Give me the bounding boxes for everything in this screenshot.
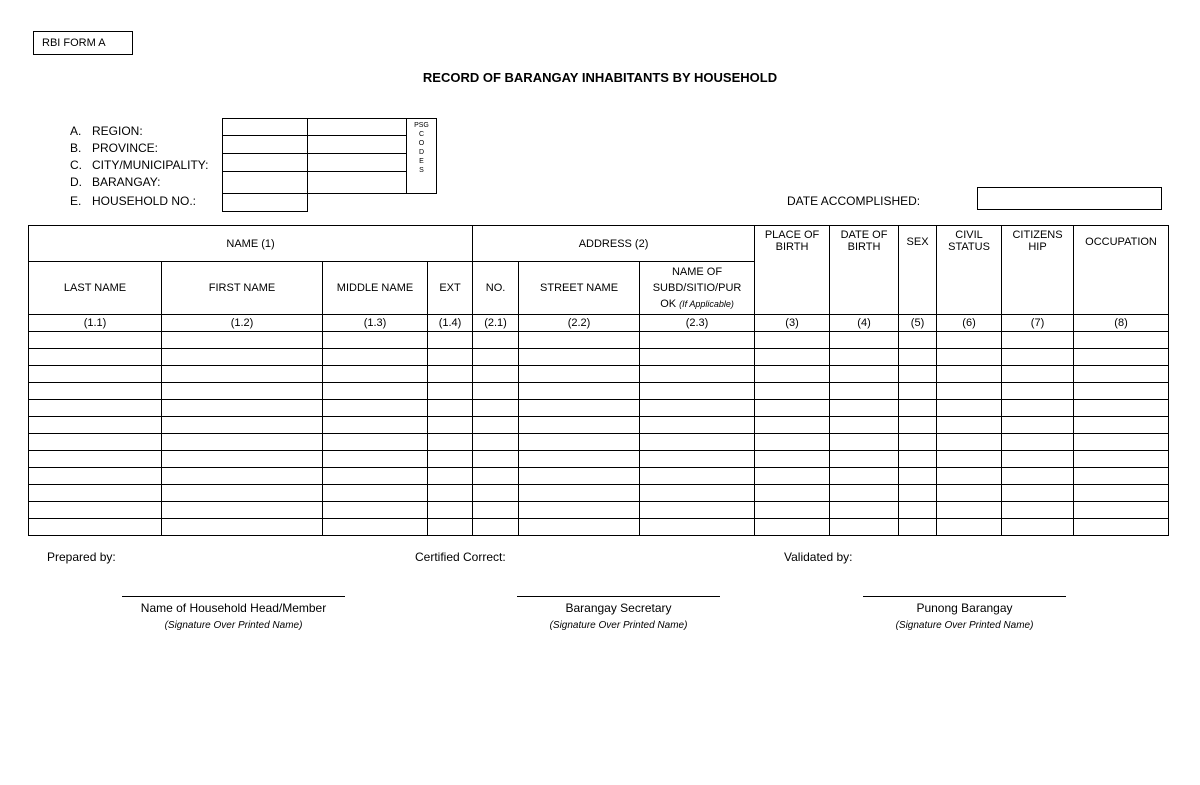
validated-by-label: Validated by: [784, 550, 853, 564]
psg-letter-c: C [418, 131, 425, 138]
entry-cell[interactable] [640, 366, 755, 383]
entry-cell[interactable] [473, 502, 519, 519]
name-group-header: NAME (1) [29, 226, 473, 262]
household-no-field[interactable] [222, 193, 308, 212]
location-labels [0, 124, 220, 214]
entry-cell[interactable] [428, 332, 473, 349]
entry-cell[interactable] [162, 502, 323, 519]
table-row [29, 502, 1169, 519]
subd-header [640, 262, 755, 315]
table-row [29, 468, 1169, 485]
date-accomplished-field[interactable] [977, 187, 1162, 210]
entry-cell[interactable] [323, 400, 428, 417]
entry-cell[interactable] [640, 349, 755, 366]
entry-cell[interactable] [1074, 502, 1169, 519]
entry-cell[interactable] [899, 349, 937, 366]
entry-cell[interactable] [830, 468, 899, 485]
region-letter: A. [70, 124, 82, 138]
entry-cell[interactable] [1002, 332, 1074, 349]
street-name-header: STREET NAME [519, 262, 640, 315]
entry-cell[interactable] [428, 502, 473, 519]
punong-signer-name: Punong Barangay [916, 601, 1013, 615]
entry-cell[interactable] [428, 468, 473, 485]
column-number-row [29, 315, 1169, 332]
household-letter: E. [70, 194, 82, 208]
punong-signature-line[interactable] [863, 596, 1066, 597]
entry-cell[interactable] [519, 502, 640, 519]
entry-cell[interactable] [519, 451, 640, 468]
psg-letter-d: D [418, 149, 425, 156]
entry-cell[interactable] [755, 400, 830, 417]
entry-cell[interactable] [323, 519, 428, 536]
entry-cell[interactable] [937, 383, 1002, 400]
entry-cell[interactable] [1002, 383, 1074, 400]
entry-cell[interactable] [899, 519, 937, 536]
entry-cell[interactable] [519, 366, 640, 383]
entry-cell[interactable] [519, 400, 640, 417]
entry-cell[interactable] [29, 502, 162, 519]
entry-cell[interactable] [519, 417, 640, 434]
entry-cell[interactable] [937, 366, 1002, 383]
entry-cell[interactable] [162, 434, 323, 451]
column-number-cell: (3) [755, 315, 830, 332]
entry-cell[interactable] [755, 349, 830, 366]
table-row [29, 434, 1169, 451]
entry-cell[interactable] [830, 485, 899, 502]
entry-cell[interactable] [473, 332, 519, 349]
city-letter: C. [70, 158, 82, 172]
entry-cell[interactable] [162, 451, 323, 468]
barangay-label: BARANGAY: [92, 175, 161, 189]
entry-cell[interactable] [473, 468, 519, 485]
entry-cell[interactable] [640, 417, 755, 434]
entry-cell[interactable] [323, 485, 428, 502]
entry-cell[interactable] [1074, 485, 1169, 502]
column-number-cell: (5) [899, 315, 937, 332]
entry-cell[interactable] [1074, 383, 1169, 400]
entry-cell[interactable] [29, 383, 162, 400]
psg-text: PSG [414, 122, 429, 129]
entry-cell[interactable] [428, 434, 473, 451]
entry-cell[interactable] [428, 417, 473, 434]
entry-cell[interactable] [899, 485, 937, 502]
entry-cell[interactable] [755, 468, 830, 485]
entry-cell[interactable] [640, 451, 755, 468]
last-name-header: LAST NAME [29, 262, 162, 315]
entry-cell[interactable] [1074, 332, 1169, 349]
column-number-cell: (2.2) [519, 315, 640, 332]
entry-cell[interactable] [428, 383, 473, 400]
entry-cell[interactable] [755, 451, 830, 468]
date-of-birth-header: DATE OF BIRTH [830, 226, 899, 315]
entry-cell[interactable] [428, 400, 473, 417]
column-number-cell: (2.3) [640, 315, 755, 332]
entry-cell[interactable] [640, 468, 755, 485]
entry-cell[interactable] [830, 451, 899, 468]
house-no-header: NO. [473, 262, 519, 315]
middle-name-header: MIDDLE NAME [323, 262, 428, 315]
entry-cell[interactable] [1002, 417, 1074, 434]
entry-cell[interactable] [162, 349, 323, 366]
entry-cell[interactable] [1074, 451, 1169, 468]
entry-cell[interactable] [29, 485, 162, 502]
entry-cell[interactable] [1002, 502, 1074, 519]
form-title: RECORD OF BARANGAY INHABITANTS BY HOUSEHOLD [422, 70, 778, 85]
entry-cell[interactable] [755, 417, 830, 434]
entry-cell[interactable] [323, 332, 428, 349]
entry-cell[interactable] [29, 332, 162, 349]
entry-cell[interactable] [473, 417, 519, 434]
entry-cell[interactable] [640, 519, 755, 536]
entry-cell[interactable] [1074, 417, 1169, 434]
form-code-box [33, 31, 133, 55]
entry-cell[interactable] [937, 400, 1002, 417]
column-number-cell: (1.4) [428, 315, 473, 332]
column-number-cell: (6) [937, 315, 1002, 332]
table-row [29, 451, 1169, 468]
entry-cell[interactable] [830, 366, 899, 383]
entry-cell[interactable] [519, 468, 640, 485]
city-label: CITY/MUNICIPALITY: [92, 158, 209, 172]
form-code: RBI FORM A [42, 37, 106, 49]
entry-cell[interactable] [640, 485, 755, 502]
entry-cell[interactable] [473, 434, 519, 451]
entry-cell[interactable] [428, 349, 473, 366]
entry-cell[interactable] [162, 519, 323, 536]
entry-cell[interactable] [830, 332, 899, 349]
entry-cell[interactable] [899, 383, 937, 400]
entry-cell[interactable] [1002, 519, 1074, 536]
column-number-cell: (4) [830, 315, 899, 332]
secretary-signer-name: Barangay Secretary [565, 601, 672, 615]
entry-cell[interactable] [937, 434, 1002, 451]
entry-cell[interactable] [830, 502, 899, 519]
entry-cell[interactable] [323, 468, 428, 485]
household-signer-name: Name of Household Head/Member [140, 601, 327, 615]
entry-cell[interactable] [323, 502, 428, 519]
entry-cell[interactable] [937, 417, 1002, 434]
entry-cell[interactable] [899, 468, 937, 485]
entry-cell[interactable] [755, 519, 830, 536]
entry-cell[interactable] [29, 519, 162, 536]
barangay-letter: D. [70, 175, 82, 189]
region-label: REGION: [92, 124, 143, 138]
entry-cell[interactable] [640, 383, 755, 400]
entry-cell[interactable] [428, 366, 473, 383]
entry-cell[interactable] [1074, 519, 1169, 536]
civil-status-header: CIVIL STATUS [937, 226, 1002, 315]
entry-cell[interactable] [29, 349, 162, 366]
group-header-row [29, 226, 1169, 262]
sex-header: SEX [899, 226, 937, 315]
entry-cell[interactable] [29, 451, 162, 468]
entry-cell[interactable] [1002, 366, 1074, 383]
entry-cell[interactable] [1074, 366, 1169, 383]
table-row [29, 366, 1169, 383]
column-number-cell: (7) [1002, 315, 1074, 332]
entry-cell[interactable] [473, 383, 519, 400]
secretary-signature-line[interactable] [517, 596, 720, 597]
entry-cell[interactable] [428, 519, 473, 536]
entry-cell[interactable] [830, 434, 899, 451]
table-row [29, 417, 1169, 434]
table-row [29, 383, 1169, 400]
psg-letter-e: E [419, 158, 424, 165]
entry-cell[interactable] [29, 400, 162, 417]
entry-cell[interactable] [29, 417, 162, 434]
entry-cell[interactable] [29, 468, 162, 485]
psg-letter-s: S [419, 167, 424, 174]
entry-cell[interactable] [323, 366, 428, 383]
citizenship-header: CITIZENS HIP [1002, 226, 1074, 315]
secretary-signature-note: (Signature Over Printed Name) [549, 620, 688, 631]
entry-cell[interactable] [937, 485, 1002, 502]
entry-cell[interactable] [473, 519, 519, 536]
entry-cell[interactable] [937, 451, 1002, 468]
household-signature-line[interactable] [122, 596, 345, 597]
occupation-header: OCCUPATION [1074, 226, 1169, 315]
table-row [29, 332, 1169, 349]
punong-signature-note: (Signature Over Printed Name) [895, 620, 1034, 631]
entry-cell[interactable] [755, 485, 830, 502]
entry-cell[interactable] [519, 332, 640, 349]
entry-cell[interactable] [899, 417, 937, 434]
entry-cell[interactable] [519, 383, 640, 400]
entry-cell[interactable] [323, 434, 428, 451]
place-of-birth-header: PLACE OF BIRTH [755, 226, 830, 315]
first-name-header: FIRST NAME [162, 262, 323, 315]
entry-cell[interactable] [830, 400, 899, 417]
entry-cell[interactable] [830, 519, 899, 536]
entry-cell[interactable] [1074, 400, 1169, 417]
entry-cell[interactable] [473, 451, 519, 468]
entry-cell[interactable] [473, 349, 519, 366]
entry-cell[interactable] [755, 366, 830, 383]
entry-cell[interactable] [519, 434, 640, 451]
entry-cell[interactable] [937, 468, 1002, 485]
city-code-field[interactable] [307, 153, 407, 172]
entry-cell[interactable] [162, 485, 323, 502]
household-label: HOUSEHOLD NO.: [92, 194, 197, 208]
entry-cell[interactable] [640, 400, 755, 417]
region-code-field[interactable] [307, 118, 407, 136]
barangay-code-field[interactable] [307, 171, 407, 194]
entry-cell[interactable] [937, 349, 1002, 366]
region-name-field[interactable] [222, 118, 308, 136]
entry-cell[interactable] [519, 349, 640, 366]
psg-letter-o: O [418, 140, 425, 147]
entry-cell[interactable] [162, 468, 323, 485]
subd-header-text: NAME OF SUBD/SITIO/PUR OK [652, 266, 742, 310]
entry-cell[interactable] [1002, 349, 1074, 366]
entry-cell[interactable] [1002, 468, 1074, 485]
entry-cell[interactable] [830, 383, 899, 400]
entry-cell[interactable] [1002, 434, 1074, 451]
table-row [29, 400, 1169, 417]
entry-cell[interactable] [1074, 434, 1169, 451]
column-number-cell: (2.1) [473, 315, 519, 332]
city-name-field[interactable] [222, 153, 308, 172]
column-number-cell: (8) [1074, 315, 1169, 332]
inhabitants-table [28, 225, 1169, 536]
column-number-cell: (1.3) [323, 315, 428, 332]
entry-cell[interactable] [162, 417, 323, 434]
entry-cell[interactable] [937, 332, 1002, 349]
entry-cell[interactable] [1074, 349, 1169, 366]
table-row [29, 519, 1169, 536]
entry-cell[interactable] [162, 383, 323, 400]
certified-correct-label: Certified Correct: [415, 550, 506, 564]
entry-cell[interactable] [1074, 468, 1169, 485]
entry-cell[interactable] [428, 451, 473, 468]
ext-header: EXT [428, 262, 473, 315]
entry-cell[interactable] [29, 366, 162, 383]
entry-cell[interactable] [755, 383, 830, 400]
entry-cell[interactable] [755, 434, 830, 451]
entry-cell[interactable] [473, 485, 519, 502]
entry-cell[interactable] [1002, 485, 1074, 502]
barangay-name-field[interactable] [222, 171, 308, 194]
entry-cell[interactable] [899, 332, 937, 349]
entry-cell[interactable] [29, 434, 162, 451]
entry-cell[interactable] [162, 366, 323, 383]
table-row [29, 485, 1169, 502]
entry-cell[interactable] [519, 519, 640, 536]
entry-cell[interactable] [162, 400, 323, 417]
entry-cell[interactable] [755, 332, 830, 349]
column-number-cell: (1.1) [29, 315, 162, 332]
entry-cell[interactable] [937, 502, 1002, 519]
entry-cell[interactable] [899, 434, 937, 451]
entry-cell[interactable] [899, 451, 937, 468]
entry-cell[interactable] [323, 383, 428, 400]
entry-cell[interactable] [640, 434, 755, 451]
entry-cell[interactable] [755, 502, 830, 519]
entry-cell[interactable] [899, 502, 937, 519]
entry-cell[interactable] [1002, 400, 1074, 417]
entry-cell[interactable] [323, 349, 428, 366]
province-code-field[interactable] [307, 135, 407, 154]
entry-cell[interactable] [323, 417, 428, 434]
prepared-by-label: Prepared by: [47, 550, 116, 564]
psg-codes-label [406, 118, 437, 194]
province-label: PROVINCE: [92, 141, 159, 155]
entry-cell[interactable] [899, 400, 937, 417]
entry-cell[interactable] [473, 366, 519, 383]
entry-cell[interactable] [162, 332, 323, 349]
entry-cell[interactable] [1002, 451, 1074, 468]
entry-cell[interactable] [519, 485, 640, 502]
entry-cell[interactable] [899, 366, 937, 383]
subd-header-note: (If Applicable) [679, 299, 734, 309]
entry-cell[interactable] [473, 400, 519, 417]
entry-cell[interactable] [640, 332, 755, 349]
entry-cell[interactable] [830, 349, 899, 366]
province-name-field[interactable] [222, 135, 308, 154]
entry-cell[interactable] [937, 519, 1002, 536]
column-number-cell: (1.2) [162, 315, 323, 332]
entry-cell[interactable] [428, 485, 473, 502]
province-letter: B. [70, 141, 82, 155]
entry-cell[interactable] [830, 417, 899, 434]
entry-cell[interactable] [323, 451, 428, 468]
entry-cell[interactable] [640, 502, 755, 519]
household-signature-note: (Signature Over Printed Name) [164, 620, 303, 631]
address-group-header: ADDRESS (2) [473, 226, 755, 262]
date-accomplished-label: DATE ACCOMPLISHED: [787, 194, 921, 208]
table-row [29, 349, 1169, 366]
